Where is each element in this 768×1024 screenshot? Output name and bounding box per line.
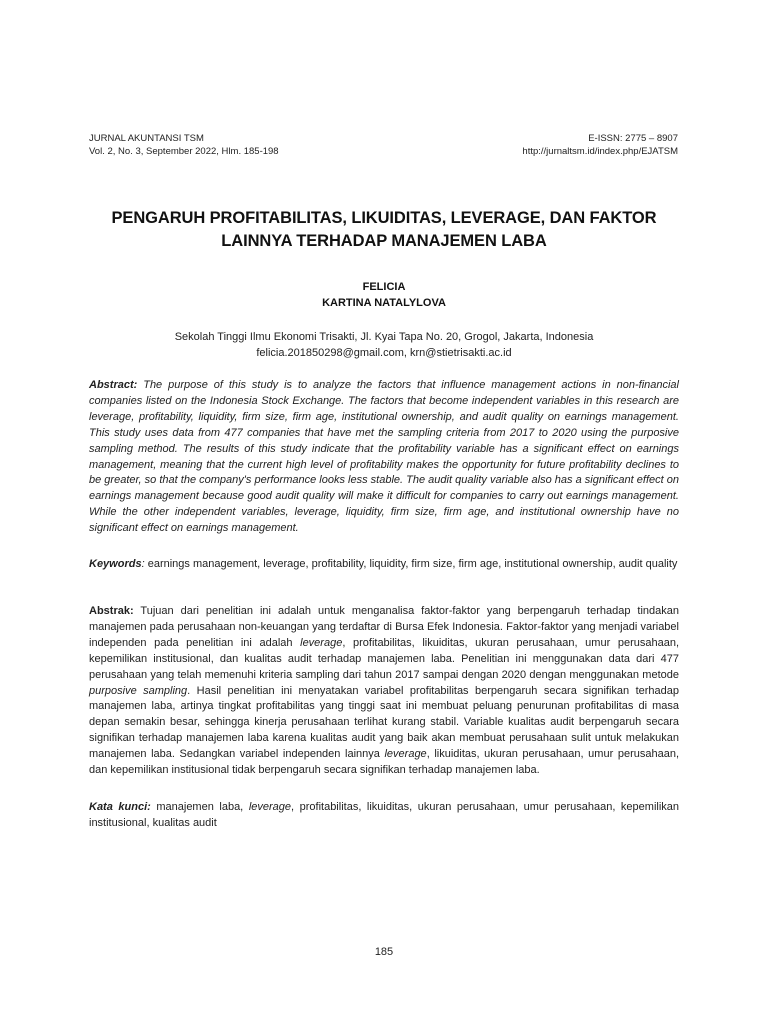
abstract-indonesian-italic-term: leverage — [384, 748, 427, 761]
author-list — [100, 279, 668, 311]
keywords-indonesian-text: manajemen laba, — [156, 801, 244, 813]
abstract-indonesian-text: , likuiditas, ukuran perusahaan, umur perusahaan, dan kepemilikan institusional tidak berpengaruh secara signifikan terhadap manajemen laba. — [89, 748, 679, 777]
journal-eissn: E-ISSN: 2775 – 8907 — [588, 133, 678, 144]
abstract-english-text: The purpose of this study is to analyze the factors that influence management actions in non-financial companies listed on the Indonesia Stock Exchange. The factors that become independent variables in this research are leverage, profitability, liquidity, firm size, firm age, institutional ownership, and audit quality on earnings management. This study uses data from 477 companies that have met the sampling criteria from 2017 to 2020 using the purposive sampling method. The results of this study indicate that the profitability variable has a significant effect on earnings management, meaning that the current high level of profitability makes the opportunity for future profitability declines to be greater, so that the company's performance looks less stable. The audit quality variable also has a significant effect on earnings management because good audit quality will make it difficult for companies to carry out earnings management. While the other independent variables, leverage, liquidity, firm size, firm age, and institutional ownership have no significant effect on earnings management. — [89, 379, 679, 535]
abstract-indonesian — [89, 604, 679, 779]
abstract-indonesian-italic-term: purposive sampling — [89, 684, 188, 697]
paper-title — [100, 207, 668, 253]
journal-header-right — [522, 132, 678, 158]
abstract-english — [89, 378, 679, 537]
journal-name: JURNAL AKUNTANSI TSM — [89, 133, 204, 144]
author-name: FELICIA — [362, 281, 406, 293]
page-number: 185 — [374, 946, 394, 958]
keywords-english-colon: : — [141, 558, 145, 570]
author-name: KARTINA NATALYLOVA — [322, 297, 446, 309]
journal-volume: Vol. 2, No. 3, September 2022, Hlm. 185-198 — [89, 146, 279, 157]
keywords-indonesian-text: , profitabilitas, likuiditas, ukuran perusahaan, umur perusahaan, kepemilikan institusional, kualitas audit — [89, 801, 680, 829]
abstract-indonesian-label: Abstrak: — [89, 605, 134, 617]
journal-url[interactable]: http://jurnaltsm.id/index.php/EJATSM — [522, 146, 678, 157]
abstract-indonesian-text: Tujuan dari penelitian ini adalah untuk menganalisa faktor-faktor yang berpengaruh terhadap tindakan manajemen pada perusahaan non-keuangan yang terdaftar di Bursa Efek Indonesia. Faktor-faktor yang menjadi variabel independen pada penelitian ini adalah — [89, 605, 679, 649]
keywords-english-text: earnings management, leverage, profitability, liquidity, firm size, firm age, institutional ownership, audit quality — [147, 558, 678, 570]
abstract-indonesian-italic-term: leverage — [300, 636, 343, 649]
paper-title-line-2: LAINNYA TERHADAP MANAJEMEN LABA — [221, 232, 547, 250]
keywords-english — [89, 557, 679, 573]
keywords-indonesian-label: Kata kunci: — [89, 801, 151, 813]
abstract-indonesian-text: . Hasil penelitian ini menyatakan variabel profitabilitas berpengaruh secara signifikan terhadap manajemen laba, artinya tingkat profitabilitas yang tinggi saat ini membuat peluang penurunan profitabilitas di masa depan semakin besar, sehingga kinerja perusahaan terlihat kurang stabil. Variable kualitas audit berpengaruh secara signifikan terhadap manajemen laba karena kualitas audit yang baik akan membuat perusahaan sulit untuk melakukan manajemen laba. Sedangkan variabel independen lainnya — [89, 684, 680, 761]
affiliation-institution: Sekolah Tinggi Ilmu Ekonomi Trisakti, Jl. Kyai Tapa No. 20, Grogol, Jakarta, Indonesia — [174, 331, 594, 343]
keywords-indonesian-italic-term: leverage — [248, 801, 292, 813]
paper-title-line-1: PENGARUH PROFITABILITAS, LIKUIDITAS, LEVERAGE, DAN FAKTOR — [111, 209, 657, 227]
abstract-english-label: Abstract: — [89, 379, 138, 391]
abstract-indonesian-text: , profitabilitas, likuiditas, ukuran perusahaan, umur perusahaan, kepemilikan institusional, dan kualitas audit terhadap manajemen laba. Penelitian ini menggunakan data dari 477 perusahaan yang telah memenuhi kriteria sampling dari tahun 2017 sampai dengan 2020 dengan menggunakan metode — [89, 636, 679, 681]
journal-header-left — [89, 132, 279, 158]
author-emails[interactable]: felicia.201850298@gmail.com, krn@stietrisakti.ac.id — [256, 347, 512, 359]
keywords-indonesian — [89, 800, 679, 832]
keywords-english-label: Keywords — [89, 558, 142, 570]
affiliation — [100, 329, 668, 361]
